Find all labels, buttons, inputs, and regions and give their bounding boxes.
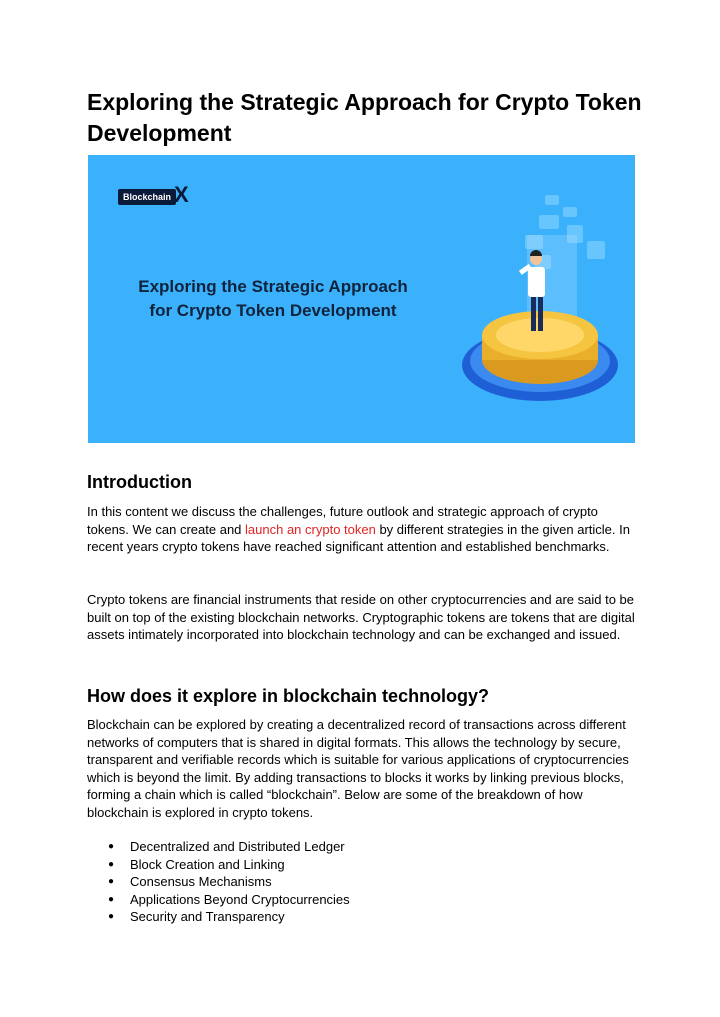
list-item: ● Applications Beyond Cryptocurrencies [87,891,350,909]
hero-banner-image [88,155,635,443]
coin-illustration-icon [435,155,635,443]
list-item: ● Block Creation and Linking [87,856,350,874]
intro-text-before-link: In this content we discuss the challenges, future outlook and strategic approach of crypto tokens. We can create and [87,504,598,537]
page-title: Exploring the Strategic Approach for Crypto Token Development [87,89,642,146]
bullet-list [87,838,350,926]
launch-crypto-token-link[interactable]: launch an crypto token [245,521,376,537]
banner-headline-line2: for Crypto Token Development [149,301,397,320]
section2-paragraph: Blockchain can be explored by creating a decentralized record of transactions across different networks of computers that is shared in digital formats. This allows the technology by secure, transparent and verifiable records which is suitable for various applications of cryptocurrencies which is beyond the limit. By adding transactions to blocks it works by linking previous blocks, forming a chain which is called “blockchain”. Below are some of the breakdown of how blockchain is explored in crypto tokens. [87,717,629,820]
list-item: ● Consensus Mechanisms [87,873,350,891]
intro-text-after-link: by different strategies in the given article. In recent years crypto tokens have reached significant attention and established benchmarks. [87,521,630,555]
list-item: ● Decentralized and Distributed Ledger [87,838,350,856]
intro-heading: Introduction [87,472,192,492]
blockchain-logo: Blockchain [118,189,176,205]
intro-paragraph-2: Crypto tokens are financial instruments that reside on other cryptocurrencies and are said to be built on top of the existing blockchain networks. Cryptographic tokens are tokens that are digital assets intimately incorporated into blockchain technology and can be exchanged and issued. [87,592,635,643]
banner-headline [118,275,428,323]
list-item: ● Security and Transparency [87,908,350,926]
logo-x-mark: X [174,182,189,207]
section2-heading: How does it explore in blockchain technology? [87,686,490,706]
intro-paragraph-1 [87,503,635,556]
banner-headline-line1: Exploring the Strategic Approach [138,277,408,296]
